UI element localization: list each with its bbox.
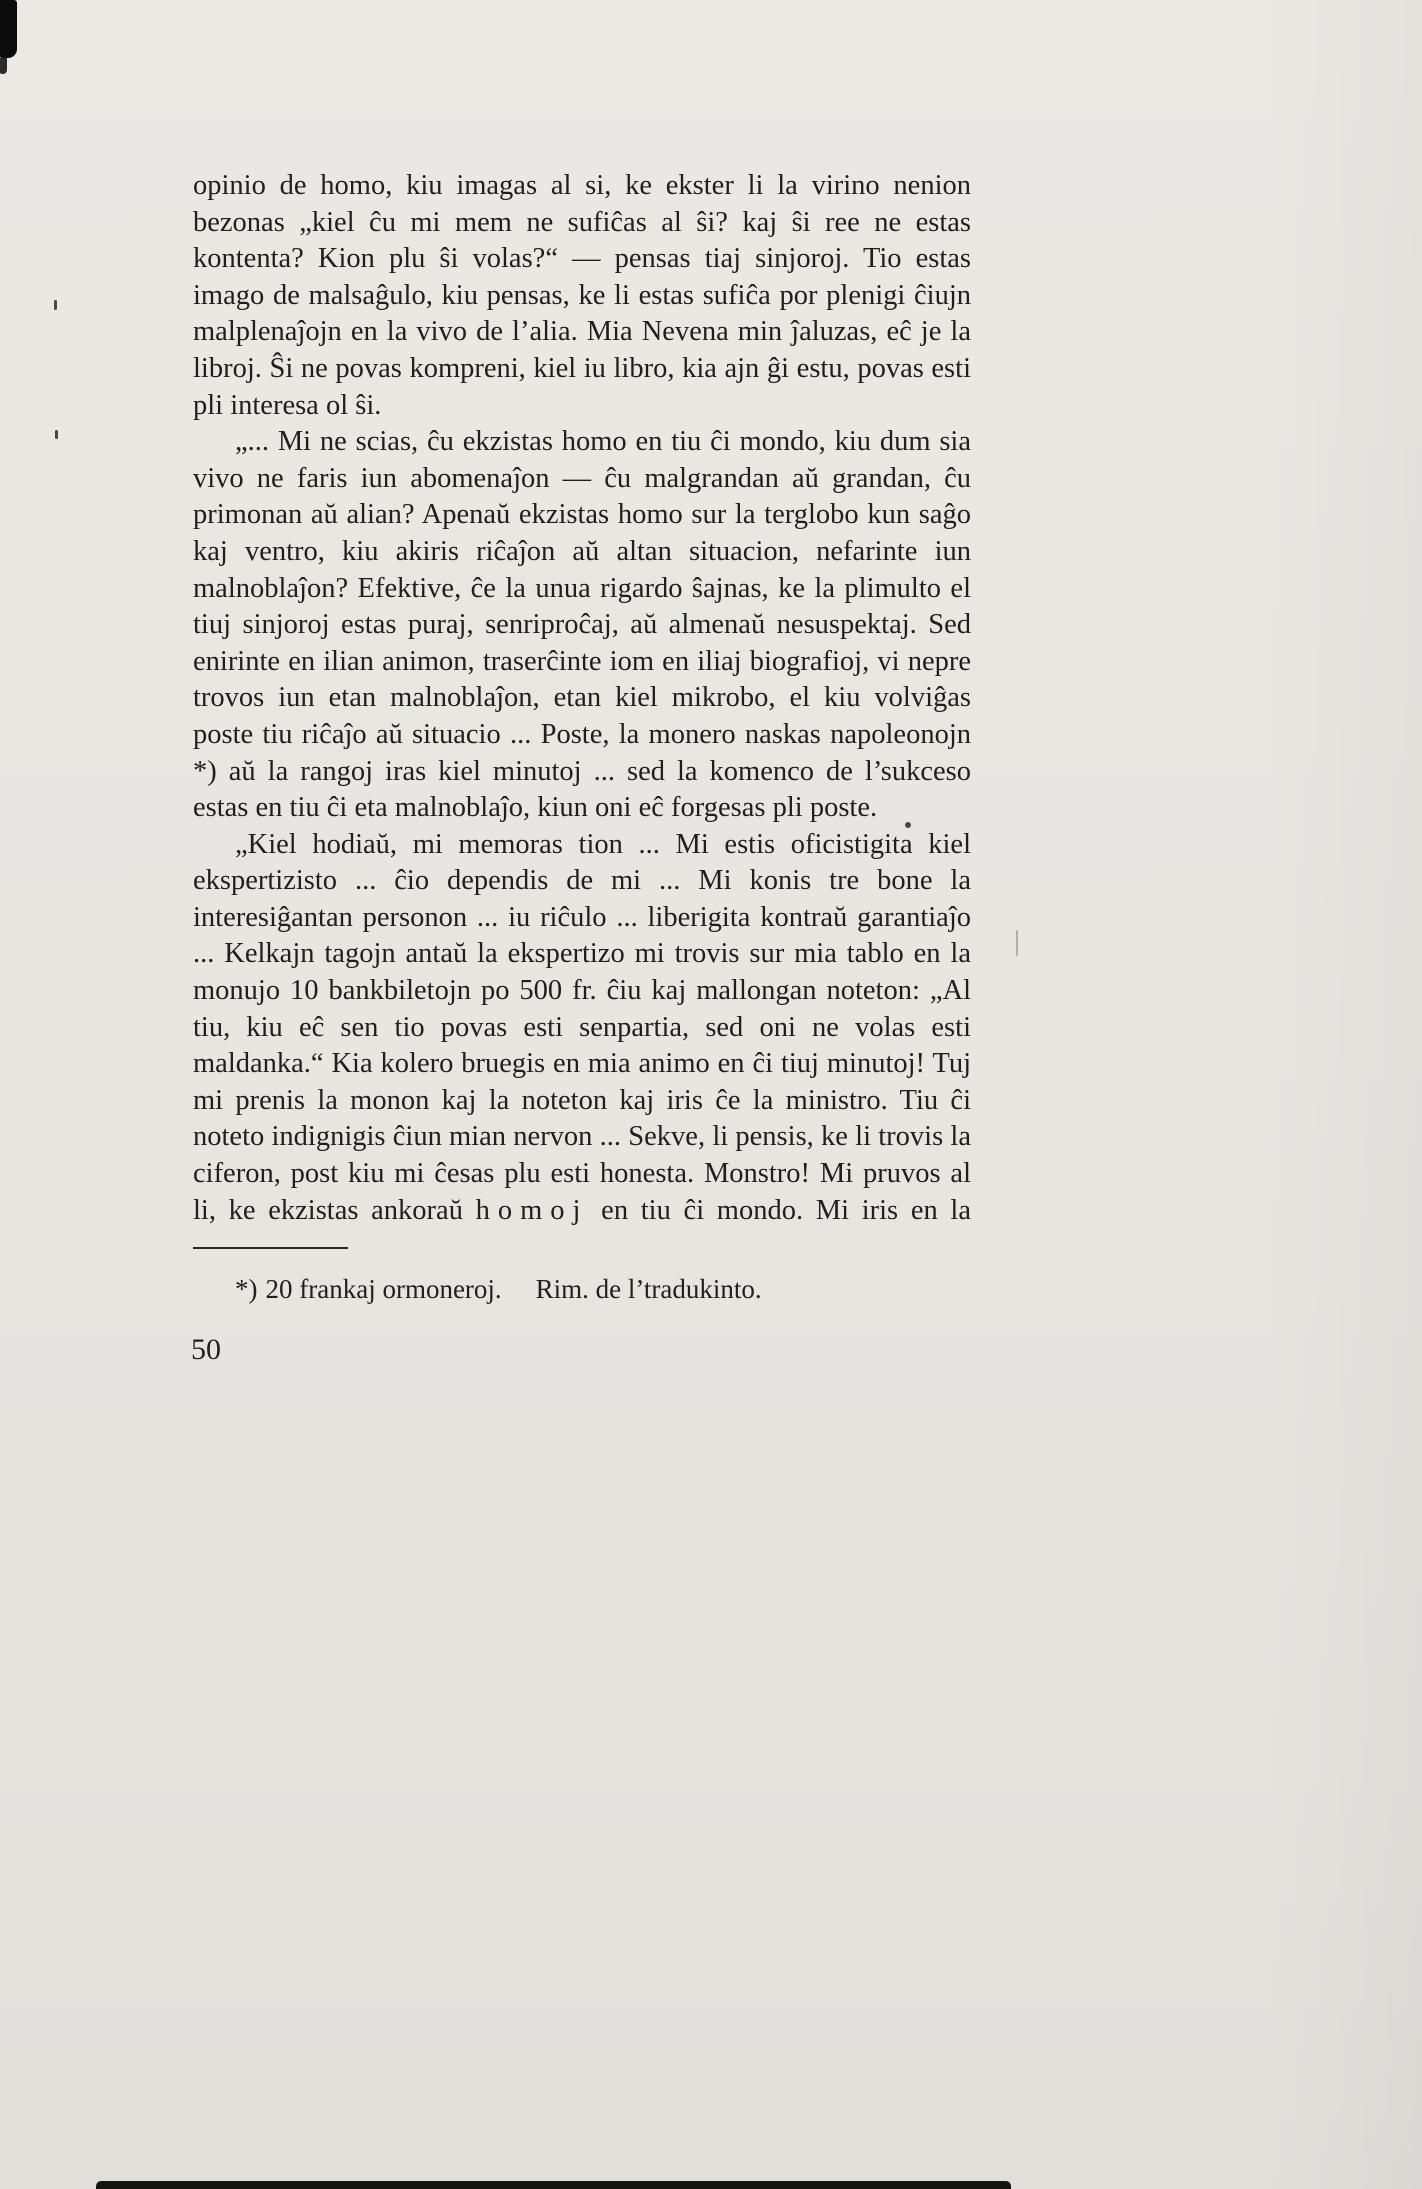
footnote-marker: *) [235, 1274, 258, 1304]
footnote-separator [193, 1247, 348, 1249]
ink-speck [55, 430, 58, 439]
paragraph-quote-1: „... Mi ne scias, ĉu ekzistas homo en tiu ĉi mondo, kiu dum sia vivo ne faris iun abomenaĵon — ĉu malgrandan aŭ grandan, ĉu primonan aŭ alian? Apenaŭ ekzistas homo sur la terglobo kun saĝo kaj ventro, kiu akiris riĉaĵon aŭ altan situacion, nefarinte iun malnoblaĵon? Efektive, ĉe la unua rigardo ŝajnas, ke la plimulto el tiuj sinjoroj estas puraj, senriproĉaj, aŭ almenaŭ nesuspektaj. Sed enirinte en ilian animon, traserĉinte iom en iliaj biografioj, vi nepre trovos iun etan malnoblaĵon, etan kiel mikrobo, el kiu volviĝas poste tiu riĉaĵo aŭ situacio ... Poste, la monero naskas napoleonojn *) aŭ la rangoj iras kiel minutoj ... sed la komenco de l’sukceso estas en tiu ĉi eta malnoblaĵo, kiun oni eĉ forgesas pli poste. [193, 426, 971, 824]
body-text-block [193, 168, 971, 1229]
footnote-text: 20 frankaj ormoneroj. [265, 1274, 502, 1304]
scan-artifact-top-left [0, 0, 17, 58]
paragraph-quote-2 [193, 827, 971, 1230]
footnote-attribution: Rim. de l’tradukinto. [535, 1274, 762, 1304]
page-number: 50 [191, 1333, 221, 1366]
ink-speck [54, 300, 57, 310]
emphasized-word: homoj [475, 1194, 589, 1226]
paragraph-quote-2-pre: „Kiel hodiaŭ, mi memoras tion ... Mi estis oficistigita kiel ekspertizisto ... ĉio dependis de mi ... Mi konis tre bone la interesiĝantan personon ... iu riĉulo ... liberigita kontraŭ garantiaĵo ... Kelkajn tagojn antaŭ la ekspertizo mi trovis sur mia tablo en la monujo 10 bankbiletojn po 500 fr. ĉiu kaj mallongan noteton: „Al tiu, kiu eĉ sen tio povas esti senpartia, sed oni ne volas esti maldanka.“ Kia kolero bruegis en mia animo en ĉi tiuj minutoj! Tuj mi prenis la monon kaj la noteton kaj iris ĉe la ministro. Tiu ĉi noteto indignigis ĉiun mian nervon ... Sekve, li pensis, ke li trovis la ciferon, post kiu mi ĉesas plu esti honesta. Monstro! Mi pruvos al li, ke ekzistas ankoraŭ [193, 828, 971, 1226]
paragraph-quote-2-post: en tiu ĉi mondo. Mi iris en la [588, 1194, 971, 1226]
scan-artifact-bottom-edge [96, 2181, 1011, 2189]
footnote [193, 1272, 971, 1306]
paragraph-continuation: opinio de homo, kiu imagas al si, ke ekster li la virino nenion bezonas „kiel ĉu mi mem ne sufiĉas al ŝi? kaj ŝi ree ne estas kontenta? Kion plu ŝi volas?“ — pensas tiaj sinjoroj. Tio estas imago de malsaĝulo, kiu pensas, ke li estas sufiĉa por plenigi ĉiujn malplenaĵojn en la vivo de l’alia. Mia Nevena min ĵaluzas, eĉ je la libroj. Ŝi ne povas kompreni, kiel iu libro, kia ajn ĝi estu, povas esti pli interesa ol ŝi. [193, 170, 971, 421]
ink-speck [905, 822, 911, 828]
ink-speck [1016, 930, 1018, 956]
